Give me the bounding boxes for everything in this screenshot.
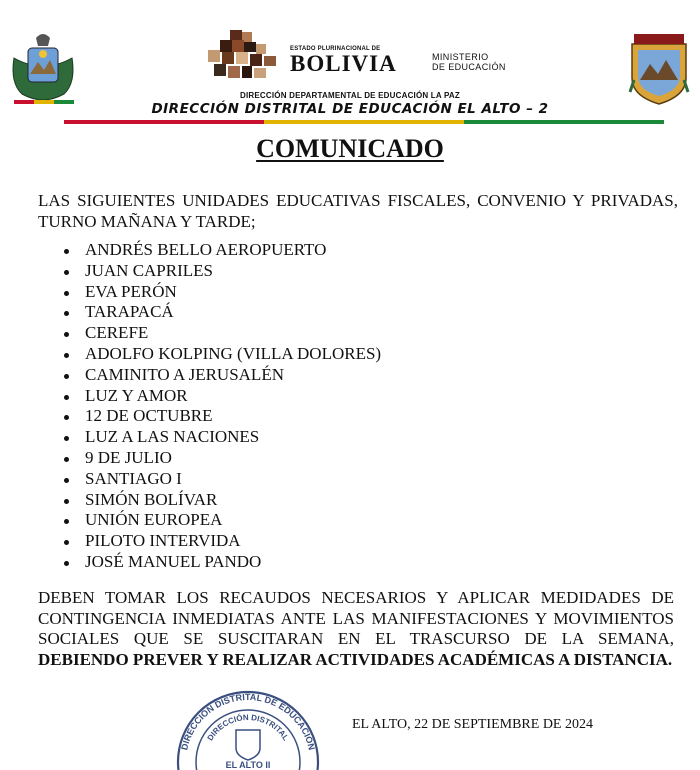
closing-paragraph [38, 588, 674, 670]
official-stamp-icon [172, 682, 324, 770]
closing-bold-text: DEBIENDO PREVER Y REALIZAR ACTIVIDADES ACADÉMICAS A DISTANCIA. [38, 649, 673, 669]
list-item: LUZ Y AMOR [60, 386, 381, 407]
country-name: BOLIVIA [290, 51, 397, 76]
district-direction: DIRECCIÓN DISTRITAL DE EDUCACIÓN EL ALTO – 2 [151, 101, 549, 117]
departmental-direction: DIRECCIÓN DEPARTAMENTAL DE EDUCACIÓN LA PAZ [239, 91, 460, 100]
ministry-line-1: MINISTERIO [432, 52, 489, 62]
list-item: CEREFE [60, 323, 381, 344]
list-item: UNIÓN EUROPEA [60, 510, 381, 531]
estado-label: ESTADO PLURINACIONAL DE [290, 46, 381, 52]
flag-stripe-red [64, 120, 264, 124]
stamp-inner-text: DIRECCIÓN DISTRITAL [205, 712, 291, 743]
bolivia-mosaic-logo-icon [200, 30, 282, 82]
flag-stripe [64, 120, 664, 124]
list-item: LUZ A LAS NACIONES [60, 427, 381, 448]
flag-stripe-yellow [264, 120, 464, 124]
stamp-bottom-text: EL ALTO II [225, 760, 271, 770]
document-header [0, 0, 700, 130]
list-item: ANDRÉS BELLO AEROPUERTO [60, 240, 381, 261]
list-item: JOSÉ MANUEL PANDO [60, 552, 381, 573]
list-item: SIMÓN BOLÍVAR [60, 490, 381, 511]
flag-stripe-green [464, 120, 664, 124]
stamp-outer-text: DIRECCIÓN DISTRITAL DE EDUCACIÓN [179, 691, 317, 752]
list-item: EVA PERÓN [60, 282, 381, 303]
intro-paragraph: LAS SIGUIENTES UNIDADES EDUCATIVAS FISCALES, CONVENIO Y PRIVADAS, TURNO MAÑANA Y TARDE; [38, 191, 678, 231]
list-item: 9 DE JULIO [60, 448, 381, 469]
list-item: CAMINITO A JERUSALÉN [60, 365, 381, 386]
page-title: COMUNICADO [256, 134, 444, 163]
document-date: EL ALTO, 22 DE SEPTIEMBRE DE 2024 [352, 717, 593, 732]
ministry-line-2: DE EDUCACIÓN [432, 62, 506, 72]
list-item: ADOLFO KOLPING (VILLA DOLORES) [60, 344, 381, 365]
list-item: PILOTO INTERVIDA [60, 531, 381, 552]
list-item: TARAPACÁ [60, 302, 381, 323]
school-list [60, 240, 381, 573]
list-item: 12 DE OCTUBRE [60, 406, 381, 427]
closing-text: DEBEN TOMAR LOS RECAUDOS NECESARIOS Y APLICAR MEDIDADES DE CONTINGENCIA INMEDIATAS ANTE LAS MANIFESTACIONES Y MOVIMIENTOS SOCIALES QUE SE SUSCITARAN EN EL TRASCURSO DE LA SEMANA, [38, 588, 674, 648]
list-item: SANTIAGO I [60, 469, 381, 490]
ministry-label [432, 52, 506, 72]
list-item: JUAN CAPRILES [60, 261, 381, 282]
